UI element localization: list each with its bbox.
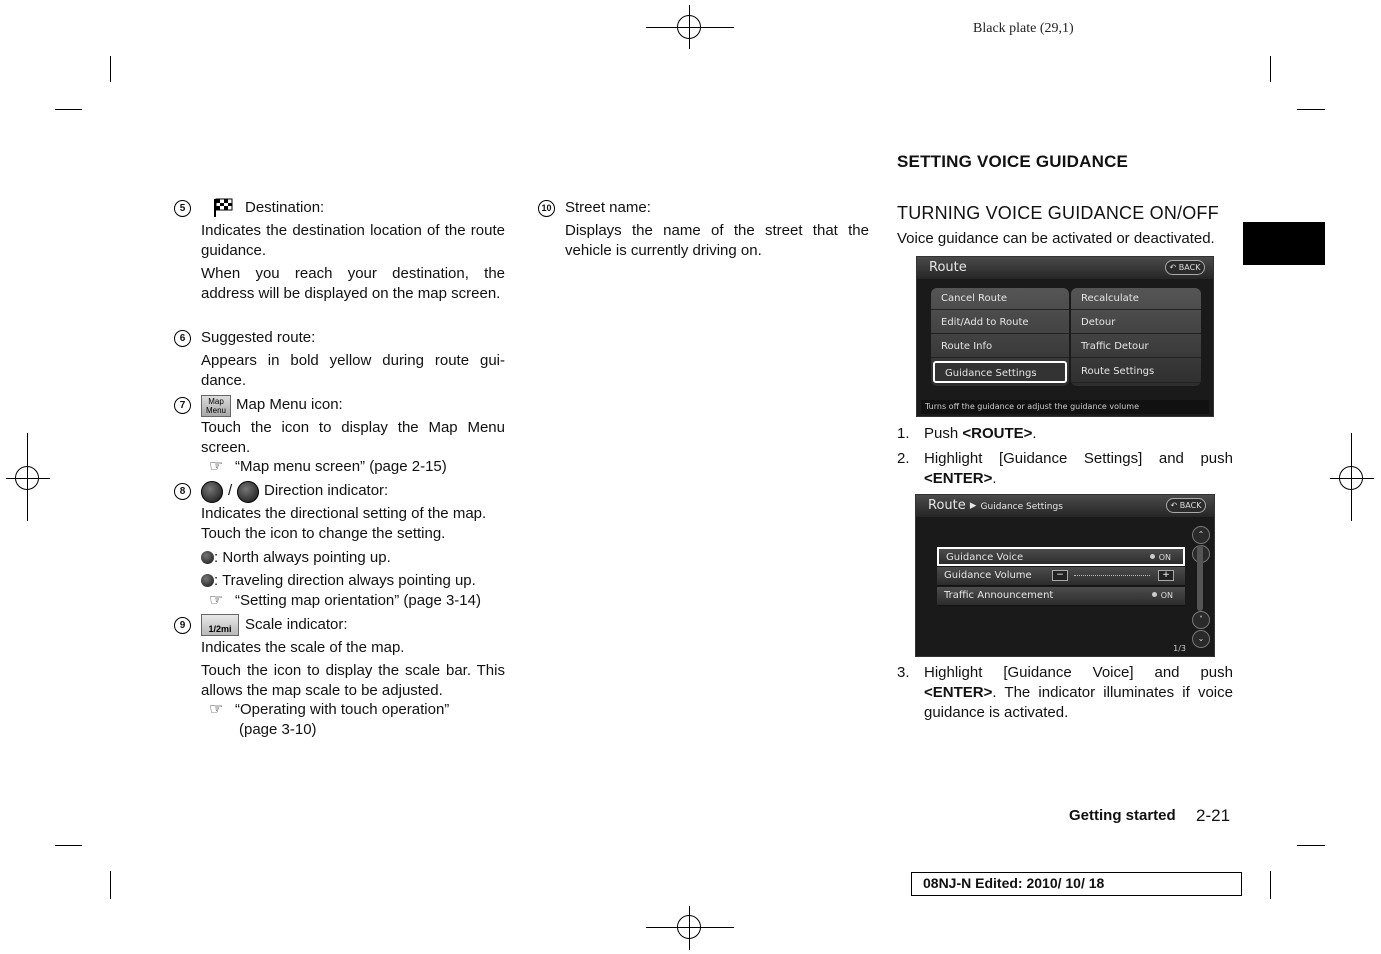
- checkered-flag-icon: [206, 196, 236, 218]
- pointing-hand-icon: ☞: [209, 701, 224, 718]
- on-indicator: ON: [1152, 587, 1173, 604]
- menu-item-traffic-detour[interactable]: Traffic Detour: [1071, 336, 1201, 358]
- step-1-text: Push <ROUTE>.: [924, 425, 1037, 442]
- page-reference: ☞ “Map menu screen” (page 2-15): [209, 458, 447, 475]
- north-up-note: : North always pointing up.: [201, 548, 391, 568]
- intro-text: Voice guidance can be activated or deactivated.: [897, 230, 1215, 247]
- page-reference: ☞ “Setting map orientation” (page 3-14): [209, 592, 481, 609]
- route-menu-left-panel: [931, 288, 1069, 386]
- map-menu-icon: Map Menu: [201, 395, 231, 417]
- step-number: 1.: [897, 425, 910, 442]
- pointing-hand-icon: ☞: [209, 592, 224, 609]
- scroll-top-icon[interactable]: ⌃: [1192, 526, 1210, 544]
- footer-chapter: Getting started: [1069, 807, 1176, 824]
- heading-up-direction-icon: [237, 481, 259, 503]
- step-2-text: Highlight [Guidance Settings] and push <ENTER>.: [924, 450, 1233, 487]
- paragraph: Touch the icon to display the Map Menu screen.: [201, 419, 505, 456]
- scroll-down-icon[interactable]: ˅: [1192, 611, 1210, 629]
- subsection-title: TURNING VOICE GUIDANCE ON/OFF: [897, 203, 1219, 223]
- footer-page-number: 2-21: [1196, 806, 1231, 825]
- item-label-street-name: Street name:: [565, 199, 651, 216]
- item-number-9: 9: [174, 617, 191, 634]
- item-label-map-menu: Map Menu icon:: [236, 396, 343, 413]
- screen-title: Route: [917, 257, 1213, 279]
- scroll-bottom-icon[interactable]: ⌄: [1192, 630, 1210, 648]
- item-number-8: 8: [174, 483, 191, 500]
- status-bar: Turns off the guidance or adjust the guidance volume: [921, 400, 1209, 414]
- traveling-direction-note: : Traveling direction always pointing up.: [201, 571, 476, 591]
- plate-label: Black plate (29,1): [973, 21, 1074, 36]
- north-up-direction-icon: [201, 551, 214, 564]
- item-number-6: 6: [174, 330, 191, 347]
- page-indicator: 1/3: [1173, 644, 1186, 653]
- item-label-suggested-route: Suggested route:: [201, 329, 316, 346]
- screen-title: Route ▸ Guidance Settings: [916, 495, 1214, 517]
- north-up-direction-icon: [201, 481, 223, 503]
- setting-guidance-voice[interactable]: Guidance Voice ON: [937, 547, 1185, 566]
- pointing-hand-icon: ☞: [209, 458, 224, 475]
- menu-item-route-settings[interactable]: Route Settings: [1071, 361, 1201, 383]
- setting-traffic-announcement[interactable]: Traffic Announcement ON: [937, 587, 1185, 606]
- chapter-tab: [1243, 222, 1325, 265]
- page-reference: ☞ “Operating with touch operation”: [209, 701, 450, 718]
- heading-up-direction-icon: [201, 574, 214, 587]
- menu-item-cancel-route[interactable]: Cancel Route: [931, 288, 1069, 310]
- back-button[interactable]: ↶ BACK: [1166, 498, 1206, 513]
- paragraph: Appears in bold yellow during route gui-dance.: [201, 352, 505, 389]
- step-3-text: Highlight [Guidance Voice] and push <ENTER>. The indicator illuminates if voice guidance is activated.: [924, 664, 1233, 721]
- route-menu-screenshot: [916, 256, 1214, 417]
- volume-minus-button[interactable]: −: [1052, 570, 1068, 581]
- menu-item-guidance-settings[interactable]: Guidance Settings: [933, 361, 1067, 383]
- route-menu-right-panel: [1071, 288, 1201, 386]
- menu-item-recalculate[interactable]: Recalculate: [1071, 288, 1201, 310]
- volume-track: [1074, 575, 1150, 576]
- edit-stamp: 08NJ-N Edited: 2010/ 10/ 18: [911, 872, 1242, 896]
- menu-item-detour[interactable]: Detour: [1071, 312, 1201, 334]
- item-label-destination: Destination:: [245, 199, 325, 216]
- paragraph: When you reach your destination, the address will be displayed on the map screen.: [201, 265, 505, 302]
- step-number: 2.: [897, 450, 910, 467]
- item-number-10: 10: [538, 200, 555, 217]
- item-label-direction: Direction indicator:: [264, 482, 389, 499]
- menu-item-edit-add-route[interactable]: Edit/Add to Route: [931, 312, 1069, 334]
- section-title: SETTING VOICE GUIDANCE: [897, 152, 1129, 171]
- scale-icon: 1/2mi: [201, 614, 239, 636]
- page-reference-line2: (page 3-10): [239, 721, 317, 738]
- on-indicator: ON: [1150, 549, 1171, 566]
- step-number: 3.: [897, 664, 910, 681]
- item-number-7: 7: [174, 397, 191, 414]
- volume-slider[interactable]: [1052, 570, 1176, 581]
- volume-plus-button[interactable]: +: [1158, 570, 1174, 581]
- paragraph: Touch the icon to display the scale bar. This allows the map scale to be adjusted.: [201, 662, 505, 699]
- back-button[interactable]: ↶ BACK: [1165, 260, 1205, 275]
- scrollbar[interactable]: [1197, 545, 1203, 611]
- paragraph: Indicates the scale of the map.: [201, 639, 405, 656]
- guidance-settings-screenshot: [915, 494, 1215, 657]
- paragraph: Indicates the destination location of the route guidance.: [201, 222, 505, 259]
- menu-item-route-info[interactable]: Route Info: [931, 336, 1069, 358]
- slash-separator: /: [228, 482, 233, 499]
- item-number-5: 5: [174, 200, 191, 217]
- paragraph: Displays the name of the street that the vehicle is currently driving on.: [565, 222, 869, 259]
- item-label-scale: Scale indicator:: [245, 616, 348, 633]
- paragraph: Indicates the directional setting of the map.: [201, 505, 487, 522]
- paragraph: Touch the icon to change the setting.: [201, 525, 446, 542]
- setting-guidance-volume[interactable]: Guidance Volume − +: [937, 567, 1185, 586]
